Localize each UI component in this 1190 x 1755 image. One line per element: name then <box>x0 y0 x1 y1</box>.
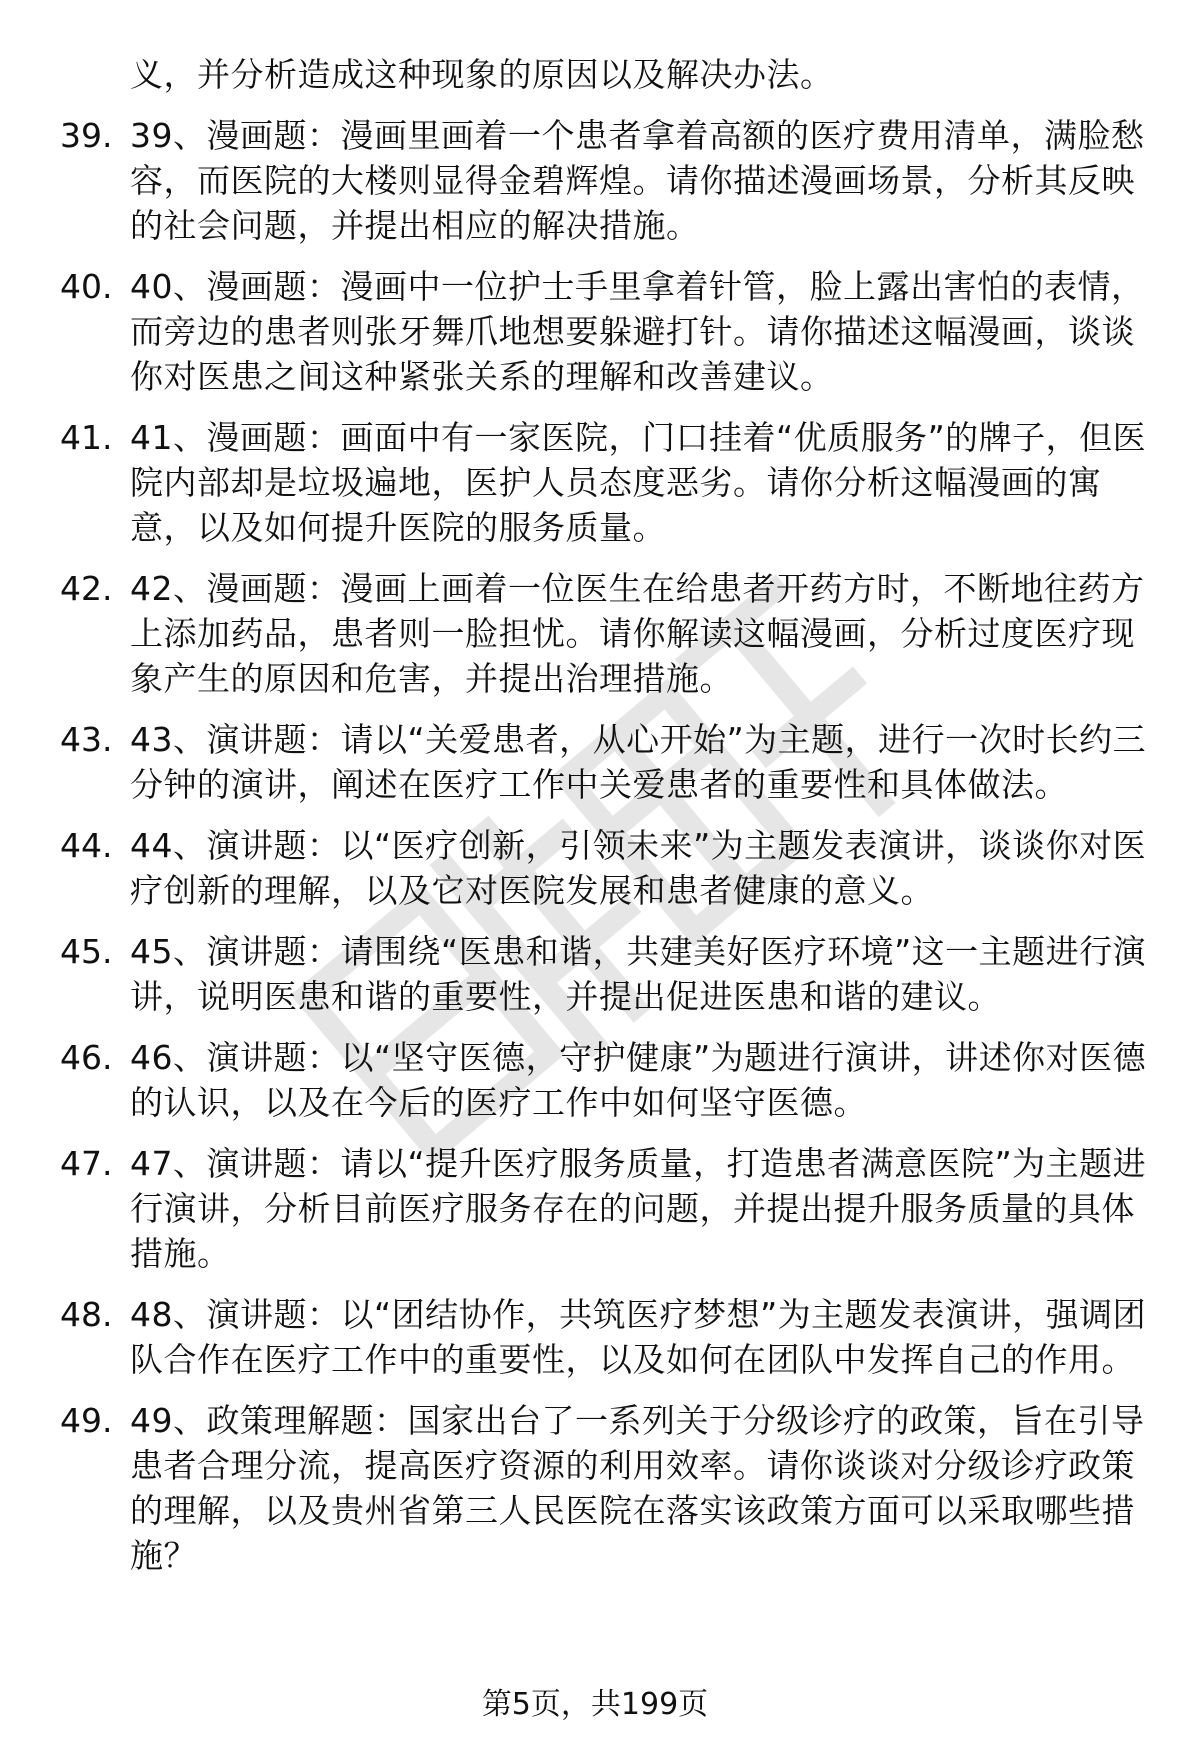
question-item <box>60 1141 1150 1276</box>
question-number: 39. <box>60 116 113 155</box>
question-number: 44. <box>60 826 113 865</box>
question-item <box>60 113 1150 248</box>
question-item <box>60 717 1150 807</box>
question-number: 46. <box>60 1038 113 1077</box>
question-text: 41、漫画题：画面中有一家医院，门口挂着“优质服务”的牌子，但医院内部却是垃圾遍地，医护人员态度恶劣。请你分析这幅漫画的寓意，以及如何提升医院的服务质量。 <box>130 418 1147 547</box>
question-text: 39、漫画题：漫画里画着一个患者拿着高额的医疗费用清单，满脸愁容，而医院的大楼则显得金碧辉煌。请你描述漫画场景，分析其反映的社会问题，并提出相应的解决措施。 <box>130 116 1145 245</box>
question-text: 48、演讲题：以“团结协作，共筑医疗梦想”为主题发表演讲，强调团队合作在医疗工作中的重要性，以及如何在团队中发挥自己的作用。 <box>130 1295 1147 1379</box>
question-text: 45、演讲题：请围绕“医患和谐，共建美好医疗环境”这一主题进行演讲，说明医患和谐的重要性，并提出促进医患和谐的建议。 <box>130 932 1147 1016</box>
question-number: 42. <box>60 569 113 608</box>
question-number: 45. <box>60 932 113 971</box>
question-item <box>60 1035 1150 1125</box>
question-text: 44、演讲题：以“医疗创新，引领未来”为主题发表演讲，谈谈你对医疗创新的理解，以及它对医院发展和患者健康的意义。 <box>130 826 1147 910</box>
question-text: 49、政策理解题：国家出台了一系列关于分级诊疗的政策，旨在引导患者合理分流，提高医疗资源的利用效率。请你谈谈对分级诊疗政策的理解，以及贵州省第三人民医院在落实该政策方面可以采取哪些措施？ <box>130 1401 1145 1575</box>
question-item <box>60 1398 1150 1578</box>
question-item <box>60 566 1150 701</box>
question-number: 43. <box>60 720 113 759</box>
question-number: 47. <box>60 1144 113 1183</box>
question-text: 40、漫画题：漫画中一位护士手里拿着针管，脸上露出害怕的表情，而旁边的患者则张牙舞爪地想要躲避打针。请你描述这幅漫画，谈谈你对医患之间这种紧张关系的理解和改善建议。 <box>130 267 1145 396</box>
question-item <box>60 415 1150 550</box>
question-item <box>60 929 1150 1019</box>
continuation-text: 义，并分析造成这种现象的原因以及解决办法。 <box>130 55 834 94</box>
question-text: 42、漫画题：漫画上画着一位医生在给患者开药方时，不断地往药方上添加药品，患者则一脸担忧。请你解读这幅漫画，分析过度医疗现象产生的原因和危害，并提出治理措施。 <box>130 569 1145 698</box>
question-item <box>60 264 1150 399</box>
question-number: 40. <box>60 267 113 306</box>
question-item <box>60 823 1150 913</box>
question-text: 43、演讲题：请以“关爱患者，从心开始”为主题，进行一次时长约三分钟的演讲，阐述在医疗工作中关爱患者的重要性和具体做法。 <box>130 720 1147 804</box>
question-list <box>60 52 1150 1578</box>
question-item <box>60 1292 1150 1382</box>
question-number: 41. <box>60 418 113 457</box>
question-number: 48. <box>60 1295 113 1334</box>
question-text: 46、演讲题：以“坚守医德，守护健康”为题进行演讲，讲述你对医德的认识，以及在今后的医疗工作中如何坚守医德。 <box>130 1038 1147 1122</box>
page-footer: 第5页，共199页 <box>481 1687 709 1722</box>
question-text: 47、演讲题：请以“提升医疗服务质量，打造患者满意医院”为主题进行演讲，分析目前医疗服务存在的问题，并提出提升服务质量的具体措施。 <box>130 1144 1147 1273</box>
question-number: 49. <box>60 1401 113 1440</box>
